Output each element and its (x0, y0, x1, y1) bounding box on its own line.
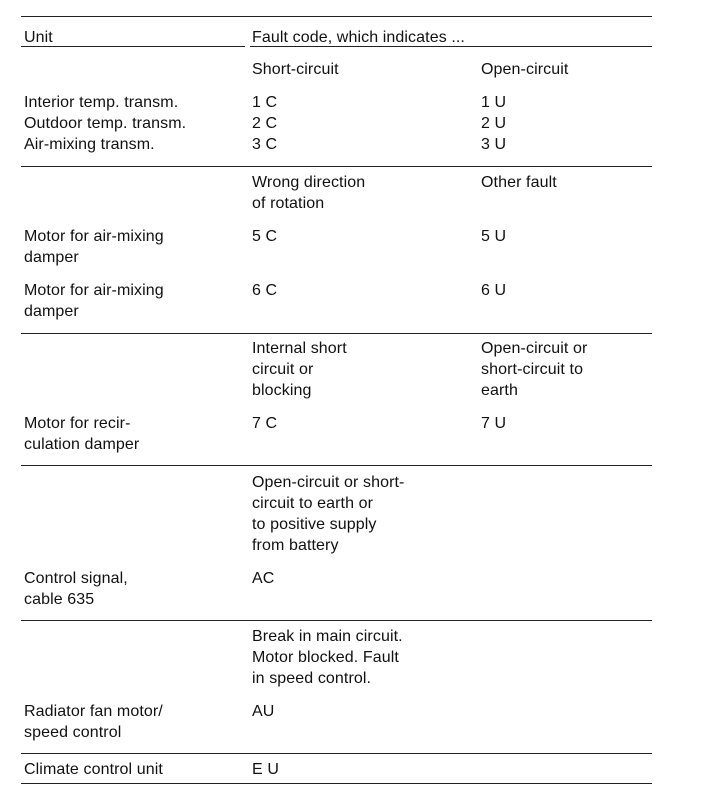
column-heading-short-circuit: Short-circuit (252, 61, 339, 78)
unit-motor-air-mixing-damper: damper (24, 303, 79, 320)
code-1c: 1 C (252, 94, 278, 111)
column-heading-open-circuit: Open-circuit (481, 61, 569, 78)
code-3c: 3 C (252, 136, 278, 153)
code-7c: 7 C (252, 415, 278, 432)
unit-control-signal-cable: cable 635 (24, 591, 95, 608)
column-heading-internal-short: circuit or (252, 361, 314, 378)
column-heading-internal-short: blocking (252, 382, 312, 399)
column-heading-internal-short: Internal short (252, 340, 347, 357)
unit-motor-recirculation-damper: Motor for recir- (24, 415, 131, 432)
section-divider (21, 753, 652, 754)
code-5u: 5 U (481, 228, 507, 245)
column-heading-radiator-fan-fault: in speed control. (252, 670, 372, 687)
column-heading-control-signal-fault: to positive supply (252, 516, 377, 533)
unit-air-mixing-transm: Air-mixing transm. (24, 136, 155, 153)
code-1u: 1 U (481, 94, 507, 111)
code-6u: 6 U (481, 282, 507, 299)
code-6c: 6 C (252, 282, 278, 299)
unit-outdoor-temp-transm: Outdoor temp. transm. (24, 115, 187, 132)
code-au: AU (252, 703, 275, 720)
unit-radiator-fan-motor: speed control (24, 724, 122, 741)
section-divider (21, 333, 652, 334)
unit-header-underline (21, 46, 245, 47)
unit-motor-air-mixing-damper: Motor for air-mixing (24, 282, 164, 299)
unit-control-signal-cable: Control signal, (24, 570, 128, 587)
unit-motor-air-mixing-damper: damper (24, 249, 79, 266)
code-ac: AC (252, 570, 275, 587)
code-5c: 5 C (252, 228, 278, 245)
column-heading-control-signal-fault: Open-circuit or short- (252, 474, 405, 491)
column-heading-other-fault: Other fault (481, 174, 557, 191)
unit-radiator-fan-motor: Radiator fan motor/ (24, 703, 163, 720)
header-fault-code: Fault code, which indicates ... (252, 29, 465, 46)
column-heading-control-signal-fault: circuit to earth or (252, 495, 374, 512)
column-heading-open-or-short-to-earth: short-circuit to (481, 361, 584, 378)
column-heading-wrong-direction: of rotation (252, 195, 325, 212)
column-heading-wrong-direction: Wrong direction (252, 174, 366, 191)
column-heading-control-signal-fault: from battery (252, 537, 339, 554)
table-bottom-rule (21, 783, 652, 784)
code-2u: 2 U (481, 115, 507, 132)
unit-motor-recirculation-damper: culation damper (24, 436, 140, 453)
column-heading-open-or-short-to-earth: earth (481, 382, 518, 399)
column-heading-radiator-fan-fault: Motor blocked. Fault (252, 649, 399, 666)
code-3u: 3 U (481, 136, 507, 153)
code-eu: E U (252, 761, 279, 778)
code-7u: 7 U (481, 415, 507, 432)
unit-motor-air-mixing-damper: Motor for air-mixing (24, 228, 164, 245)
column-heading-open-or-short-to-earth: Open-circuit or (481, 340, 588, 357)
table-top-rule (21, 16, 652, 17)
header-unit: Unit (24, 29, 53, 46)
unit-interior-temp-transm: Interior temp. transm. (24, 94, 179, 111)
section-divider (21, 620, 652, 621)
unit-climate-control-unit: Climate control unit (24, 761, 163, 778)
section-divider (21, 166, 652, 167)
code-2c: 2 C (252, 115, 278, 132)
section-divider (21, 465, 652, 466)
column-heading-radiator-fan-fault: Break in main circuit. (252, 628, 403, 645)
